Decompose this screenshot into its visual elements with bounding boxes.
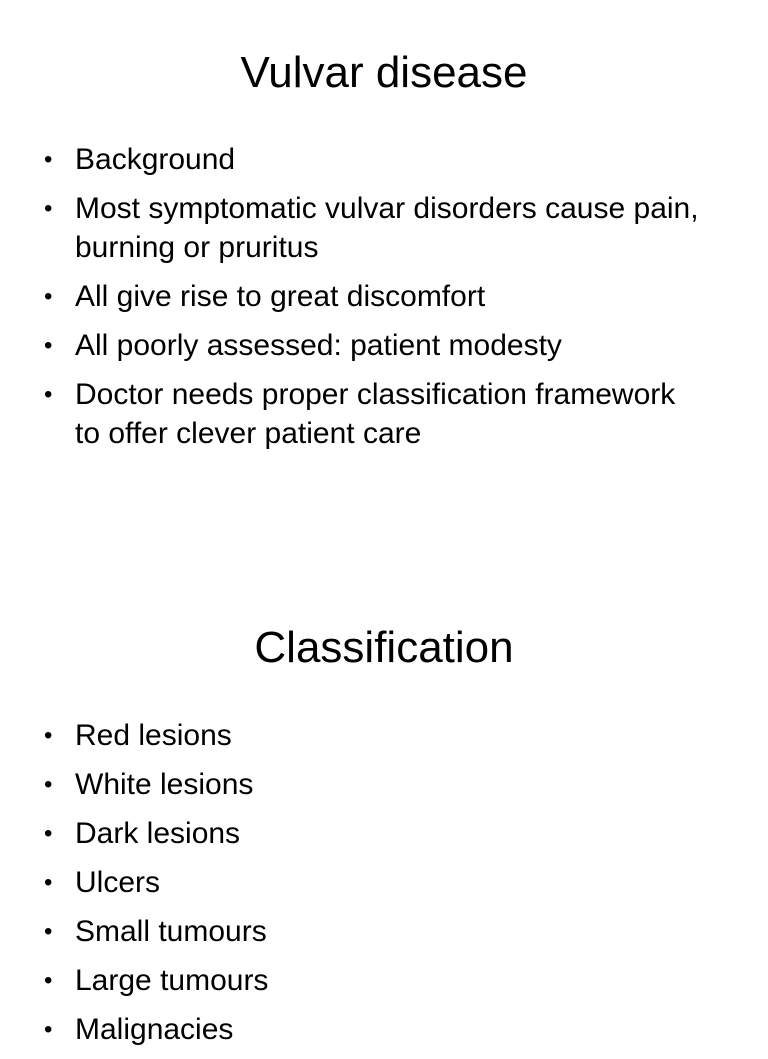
list-item-text: Dark lesions <box>75 817 241 850</box>
list-item <box>0 912 705 951</box>
bullet-icon: • <box>44 381 53 408</box>
list-item <box>0 326 705 365</box>
bullet-icon: • <box>44 771 53 798</box>
list-item <box>0 189 705 267</box>
bullet-icon: • <box>44 820 53 847</box>
bullet-icon: • <box>44 918 53 945</box>
list-item <box>0 765 705 804</box>
list-item-text: Large tumours <box>75 964 269 997</box>
list-item <box>0 1010 705 1049</box>
list-item-text: Doctor needs proper classification framework to offer clever patient care <box>75 378 676 450</box>
list-item-text: Red lesions <box>75 719 232 752</box>
list-item <box>0 716 705 755</box>
bullet-list <box>0 716 705 1059</box>
bullet-list <box>0 140 705 463</box>
list-item-text: Ulcers <box>75 866 161 899</box>
list-item <box>0 140 705 179</box>
slide-title: Vulvar disease <box>240 48 528 97</box>
list-item-text: Most symptomatic vulvar disorders cause pain, burning or pruritus <box>75 192 699 264</box>
list-item <box>0 814 705 853</box>
bullet-icon: • <box>44 869 53 896</box>
list-item-text: White lesions <box>75 768 254 801</box>
bullet-icon: • <box>44 722 53 749</box>
list-item <box>0 961 705 1000</box>
list-item <box>0 863 705 902</box>
list-item-text: Small tumours <box>75 915 267 948</box>
bullet-icon: • <box>44 967 53 994</box>
list-item-text: All give rise to great discomfort <box>75 280 486 313</box>
slide-vulvar-disease <box>0 0 768 450</box>
bullet-icon: • <box>44 1016 53 1043</box>
list-item <box>0 375 705 453</box>
slide-classification <box>0 580 768 1046</box>
list-item <box>0 277 705 316</box>
bullet-icon: • <box>44 283 53 310</box>
bullet-icon: • <box>44 195 53 222</box>
list-item-text: Background <box>75 143 236 176</box>
list-item-text: All poorly assessed: patient modesty <box>75 329 562 362</box>
bullet-icon: • <box>44 332 53 359</box>
list-item-text: Malignacies <box>75 1013 234 1046</box>
bullet-icon: • <box>44 146 53 173</box>
slide-title: Classification <box>254 623 514 672</box>
